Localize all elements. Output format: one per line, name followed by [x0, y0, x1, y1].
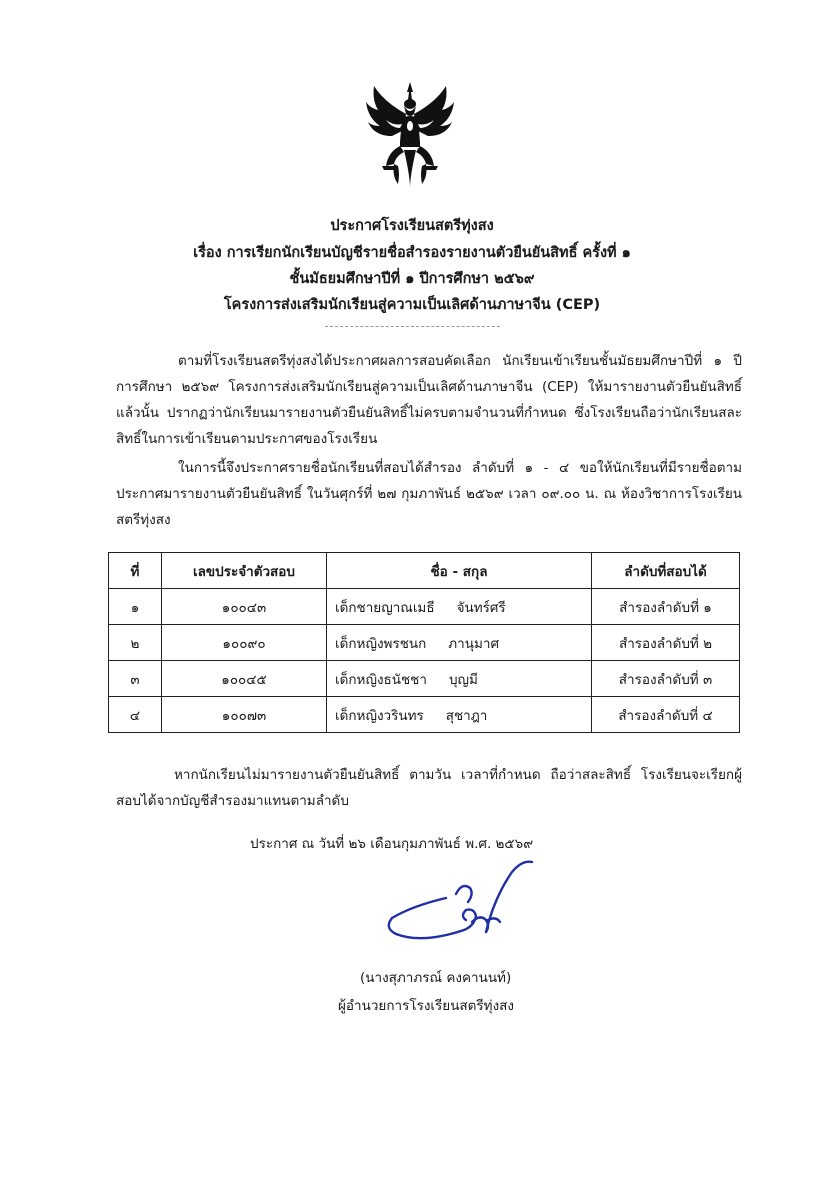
row-first-name: เด็กชายญาณเมธี [335, 599, 435, 616]
row-last-name: บุญมี [448, 671, 478, 688]
announce-date: ประกาศ ณ วันที่ ๒๖ เดือนกุมภาพันธ์ พ.ศ. ๒๕๖๙ [250, 836, 534, 852]
row-exam-id: ๑๐๐๔๓ [162, 589, 327, 625]
row-last-name: จันทร์ศรี [456, 599, 506, 616]
handwritten-signature-icon [382, 858, 542, 958]
table-row [109, 697, 740, 733]
table-row [109, 625, 740, 661]
row-name [327, 625, 592, 661]
row-rank: สำรองลำดับที่ ๔ [592, 697, 740, 733]
signer-name: (นางสุภาภรณ์ คงคานนท์) [360, 970, 512, 986]
row-exam-id: ๑๐๐๙๐ [162, 625, 327, 661]
row-exam-id: ๑๐๐๗๓ [162, 697, 327, 733]
table-row [109, 661, 740, 697]
title-divider [325, 326, 500, 327]
header-rank: ลำดับที่สอบได้ [592, 553, 740, 589]
reserve-candidates-table [108, 552, 740, 733]
row-name [327, 697, 592, 733]
row-last-name: สุชาฎา [445, 707, 488, 724]
row-no: ๓ [109, 661, 162, 697]
signer-position: ผู้อำนวยการโรงเรียนสตรีทุ่งสง [338, 998, 515, 1014]
table-header-row [109, 553, 740, 589]
row-rank: สำรองลำดับที่ ๓ [592, 661, 740, 697]
row-no: ๑ [109, 589, 162, 625]
row-no: ๔ [109, 697, 162, 733]
header-exam-id: เลขประจำตัวสอบ [162, 553, 327, 589]
garuda-emblem-icon [364, 80, 456, 192]
table-row [109, 589, 740, 625]
row-last-name: ภานุมาศ [448, 635, 500, 652]
paragraph-background: ตามที่โรงเรียนสตรีทุ่งสงได้ประกาศผลการสอบคัดเลือก นักเรียนเข้าเรียนชั้นมัธยมศึกษาปีที่ ๑ ปีการศึกษา ๒๕๖๙ โครงการส่งเสริมนักเรียนสู่ความเป็นเลิศด้านภาษาจีน (CEP) ให้มารายงานตัวยืนยันสิทธิ์แล้วนั้น ปรากฏว่านักเรียนมารายงานตัวยืนยันสิทธิ์ไม่ครบตามจำนวนที่กำหนด ซึ่งโรงเรียนถือว่านักเรียนสละสิทธิ์ในการเข้าเรียนตามประกาศของโรงเรียน [116, 353, 742, 447]
document-title: ประกาศโรงเรียนสตรีทุ่งสง [330, 218, 494, 234]
row-first-name: เด็กหญิงพรชนก [335, 635, 427, 652]
document-subject: เรื่อง การเรียกนักเรียนบัญชีรายชื่อสำรองรายงานตัวยืนยันสิทธิ์ ครั้งที่ ๑ [193, 245, 631, 261]
document-program: โครงการส่งเสริมนักเรียนสู่ความเป็นเลิศด้านภาษาจีน (CEP) [223, 297, 601, 313]
header-name: ชื่อ - สกุล [327, 553, 592, 589]
header-no: ที่ [109, 553, 162, 589]
row-rank: สำรองลำดับที่ ๑ [592, 589, 740, 625]
row-rank: สำรองลำดับที่ ๒ [592, 625, 740, 661]
paragraph-announcement: ในการนี้จึงประกาศรายชื่อนักเรียนที่สอบได้สำรอง ลำดับที่ ๑ - ๔ ขอให้นักเรียนที่มีรายชื่อตามประกาศมารายงานตัวยืนยันสิทธิ์ ในวันศุกร์ที่ ๒๗ กุมภาพันธ์ ๒๕๖๙ เวลา ๐๙.๐๐ น. ณ ห้องวิชาการโรงเรียนสตรีทุ่งสง [116, 460, 742, 528]
row-first-name: เด็กหญิงวรินทร [335, 707, 424, 724]
document-level: ชั้นมัธยมศึกษาปีที่ ๑ ปีการศึกษา ๒๕๖๙ [289, 271, 535, 287]
row-name [327, 589, 592, 625]
paragraph-forfeit-notice: หากนักเรียนไม่มารายงานตัวยืนยันสิทธิ์ ตามวัน เวลาที่กำหนด ถือว่าสละสิทธิ์ โรงเรียนจะเรียกผู้สอบได้จากบัญชีสำรองมาแทนตามลำดับ [116, 767, 742, 809]
row-first-name: เด็กหญิงธนัชชา [335, 671, 427, 688]
row-no: ๒ [109, 625, 162, 661]
row-name [327, 661, 592, 697]
row-exam-id: ๑๐๐๔๕ [162, 661, 327, 697]
